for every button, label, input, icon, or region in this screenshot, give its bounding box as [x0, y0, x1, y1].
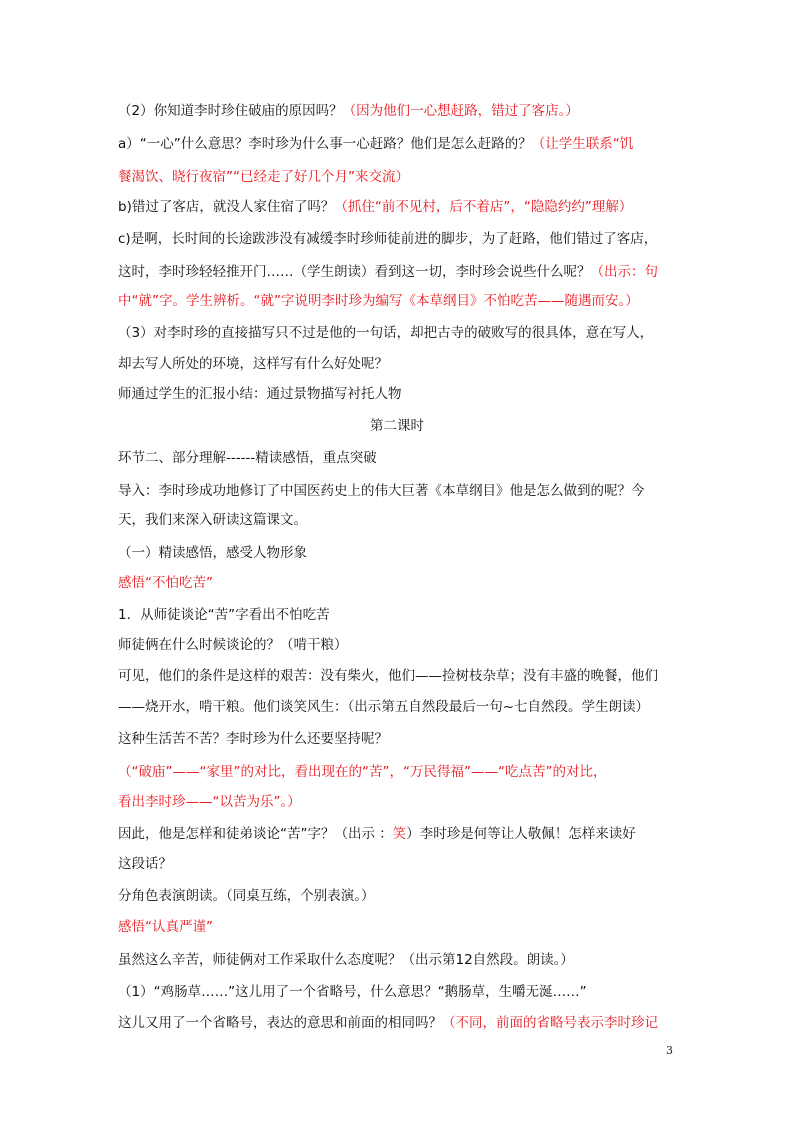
annotation-text: 笑	[392, 826, 407, 842]
annotation-text: 感悟“不怕吃苦”	[118, 575, 213, 591]
text-line	[118, 792, 678, 812]
annotation-text: 感悟“认真严谨”	[118, 919, 213, 935]
body-text: 这段话？	[118, 856, 172, 872]
text-line	[118, 481, 678, 501]
text-line	[118, 729, 678, 749]
text-line	[0, 416, 794, 436]
body-text: 第二课时	[370, 418, 424, 434]
body-text: 这儿又用了一个省略号，表达的意思和前面的相同吗？	[118, 1015, 442, 1031]
body-text: 可见，他们的条件是这样的艰苦：没有柴火，他们——捡树枝杂草；没有丰盛的晚餐，他们	[118, 668, 658, 684]
text-line	[118, 197, 678, 217]
body-text: （2）你知道李时珍住破庙的原因吗？	[118, 103, 343, 119]
body-text: 却去写人所处的环境，这样写有什么好处呢？	[118, 356, 388, 372]
annotation-text: （出示：句	[590, 264, 658, 280]
body-text: a）“一心”什么意思？李时珍为什么事一心赶路？他们是怎么赶路的？	[118, 136, 532, 152]
body-text: 1．从师徒谈论“苦”字看出不怕吃苦	[118, 607, 330, 623]
body-text: （1）“鸡肠草……”这儿用了一个省略号，什么意思？“鹅肠草，生嚼无涎……”	[118, 984, 587, 1000]
text-line	[118, 697, 678, 717]
body-text: 这时，李时珍轻轻推开门……（学生朗读）看到这一切，李时珍会说些什么呢？	[118, 264, 591, 280]
body-text: 这种生活苦不苦？李时珍为什么还要坚持呢？	[118, 731, 388, 747]
body-text: ——烧开水，啃干粮。他们谈笑风生：（出示第五自然段最后一句~七自然段。学生朗读）	[118, 699, 650, 715]
annotation-text: （因为他们一心想赶路，错过了客店。）	[342, 103, 579, 119]
page-number: 3	[666, 1044, 673, 1057]
body-text: b)错过了客店，就没人家住宿了吗？	[118, 199, 335, 215]
annotation-text: （不同，前面的省略号表示李时珍记	[442, 1015, 658, 1031]
text-line	[118, 510, 678, 530]
text-line	[118, 950, 678, 970]
annotation-text: （让学生联系“饥	[531, 136, 634, 152]
text-line	[118, 1013, 678, 1033]
text-line	[118, 354, 678, 374]
body-text: 虽然这么辛苦，师徒俩对工作采取什么态度呢？（出示第12自然段。朗读。）	[118, 952, 574, 968]
text-line	[118, 666, 678, 686]
annotation-text: 看出李时珍——“以苦为乐”。）	[118, 794, 301, 810]
body-text: （3）对李时珍的直接描写只不过是他的一句话，却把古寺的破败写的很具体，意在写人，	[118, 325, 654, 341]
text-line	[118, 982, 678, 1002]
text-line	[118, 573, 678, 593]
text-line	[118, 323, 678, 343]
body-text: 因此，他是怎样和徒弟谈论“苦”字？（出示 ：	[118, 826, 393, 842]
body-text: （一）精读感悟，感受人物形象	[118, 545, 307, 561]
body-text: 导入：李时珍成功地修订了中国医药史上的伟大巨著《本草纲目》他是怎么做到的呢？今	[118, 483, 645, 499]
text-line	[118, 762, 678, 782]
text-line	[118, 384, 678, 404]
text-line	[118, 448, 678, 468]
body-text: c)是啊，长时间的长途跋涉没有减缓李时珍师徒前进的脚步，为了赶路，他们错过了客店，	[118, 231, 658, 247]
text-line	[118, 605, 678, 625]
text-line	[118, 886, 678, 906]
text-line	[118, 917, 678, 937]
text-line	[118, 229, 678, 249]
annotation-text: 餐渴饮、晓行夜宿”“已经走了好几个月”来交流）	[118, 169, 409, 185]
text-line	[118, 291, 678, 311]
text-line	[118, 635, 678, 655]
body-text: 分角色表演朗读。（同桌互练，个别表演。）	[118, 888, 375, 904]
text-line	[118, 262, 678, 282]
text-line	[118, 167, 678, 187]
body-text: 天，我们来深入研读这篇课文。	[118, 512, 307, 528]
body-text: ）李时珍是何等让人敬佩！怎样来读好	[406, 826, 636, 842]
body-text: 环节二、部分理解------精读感悟，重点突破	[118, 450, 377, 466]
body-text: 师徒俩在什么时候谈论的？（啃干粮）	[118, 637, 348, 653]
text-line	[118, 543, 678, 563]
annotation-text: 中“就”字。学生辨析。“就”字说明李时珍为编写《本草纲目》不怕吃苦——随遇而安。）	[118, 293, 639, 309]
text-line	[118, 101, 678, 121]
annotation-text: （抓住“前不见村，后不着店”，“隐隐约约”理解）	[334, 199, 633, 215]
annotation-text: （“破庙”——“家里”的对比，看出现在的“苦”，“万民得福”——“吃点苦”的对比，	[118, 764, 607, 780]
text-line	[118, 824, 678, 844]
body-text: 师通过学生的汇报小结：通过景物描写衬托人物	[118, 386, 402, 402]
text-line	[118, 134, 678, 154]
text-line	[118, 854, 678, 874]
